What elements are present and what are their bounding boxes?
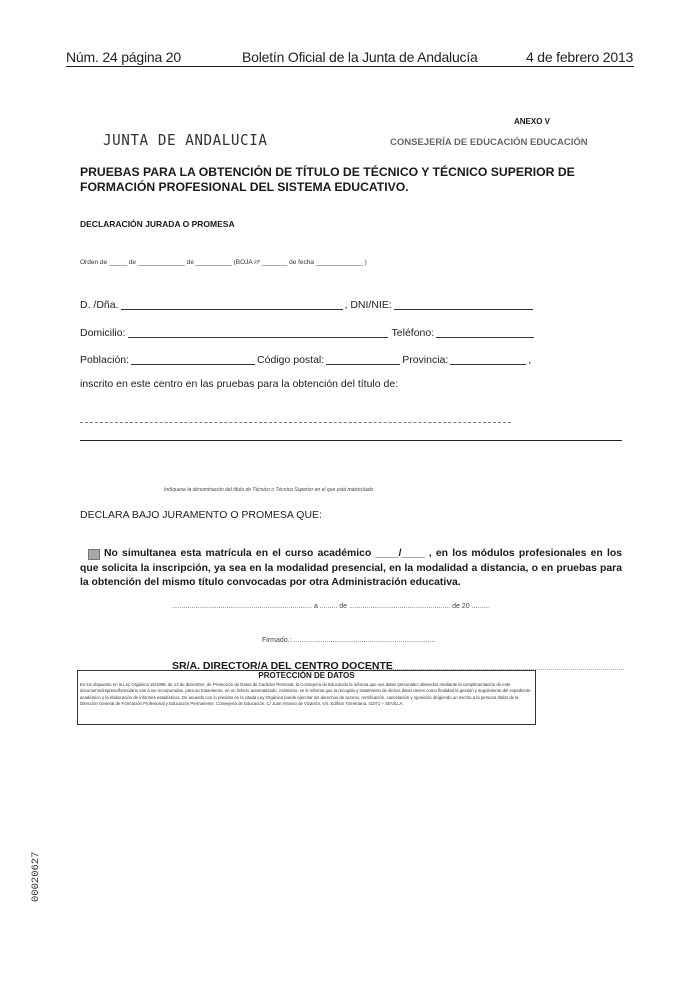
province-suffix: , xyxy=(528,354,532,366)
province-label: Provincia: xyxy=(402,354,449,366)
issue-page-number: Núm. 24 página 20 xyxy=(66,49,181,65)
declaration-heading: DECLARACIÓN JURADA O PROMESA xyxy=(80,219,235,229)
postal-code-field[interactable] xyxy=(326,352,400,365)
signature-line[interactable]: Firmado.: ......................................................................... xyxy=(262,637,436,644)
dni-label: , DNI/NIE: xyxy=(344,299,392,311)
orden-reference-line: Orden de _____ de _____________ de __________ (BOJA nº _______ de fecha _____________ ) xyxy=(80,259,367,266)
address-field[interactable] xyxy=(128,325,388,338)
junta-logo: JUNTA DE ANDALUCIA xyxy=(103,131,268,149)
phone-label: Teléfono: xyxy=(391,327,435,339)
date-place-line[interactable]: ........................................................................ a ......... de .................................................... de 20 ......... xyxy=(172,603,490,610)
address-label: Domicilio: xyxy=(80,327,126,339)
header-rule xyxy=(66,66,634,67)
province-field[interactable] xyxy=(450,352,526,365)
phone-field[interactable] xyxy=(436,325,534,338)
statement-checkbox[interactable] xyxy=(88,549,100,560)
name-field[interactable] xyxy=(121,297,343,310)
name-label: D. /Dña. xyxy=(80,299,119,311)
data-protection-box xyxy=(77,670,536,725)
annex-label: ANEXO V xyxy=(514,117,551,126)
enrolled-text: inscrito en este centro en las pruebas para la obtención del título de: xyxy=(80,378,399,390)
name-row xyxy=(80,297,535,311)
town-field[interactable] xyxy=(131,352,255,365)
statement-text: No simultanea esta matrícula en el curso académico ____/____ , en los módulos profesionales en los que solicita la inscripción, ya sea en la modalidad presencial, en la modalidad a distancia, o en pruebas para la obtención del mismo título convocadas por otra Administración educativa. xyxy=(80,548,622,589)
location-row xyxy=(80,352,531,366)
address-row xyxy=(80,325,536,339)
title-field-line[interactable] xyxy=(80,440,622,441)
town-label: Población: xyxy=(80,354,130,366)
postal-code-label: Código postal: xyxy=(257,354,325,366)
addressee: SR/A. DIRECTOR/A DEL CENTRO DOCENTE xyxy=(172,660,393,672)
publication-name: Boletín Oficial de la Junta de Andalucía xyxy=(242,49,478,65)
title-field-dashed[interactable] xyxy=(80,422,511,423)
form-title: PRUEBAS PARA LA OBTENCIÓN DE TÍTULO DE TÉCNICO Y TÉCNICO SUPERIOR DE FORMACIÓN PROFESIONAL DEL SISTEMA EDUCATIVO. xyxy=(80,165,575,194)
data-protection-text: En los dispuesto en la Ley Orgánica 15/1999, de 13 de diciembre, de Protección de Datos de Carácter Personal, la Consejería de Educación le informa que sus datos personales obtenidos mediante la cumplimentación de este documento/impreso/formulario van a ser incorporadas, para su tratamiento, en un fichero automatizado. Asimismo, se le informa que la recogida y tratamiento de dichos datos tienen como finalidad la gestión y seguimiento del expediente académico y la elaboración de informes estadísticos. De acuerdo con lo previsto en la citada Ley Orgánica puede ejercitar los derechos de acceso, rectificación, cancelación y oposición dirigiendo un escrito a la persona titular de la Dirección General de Formación Profesional y Educación Permanente. Consejería de Educación, C/ Juan Antonio de Vizarrón, s/n. Edificio Torretriana. 41071 – SEVILLA. xyxy=(80,682,531,706)
department-name: CONSEJERÍA DE EDUCACIÓN EDUCACIÓN xyxy=(390,137,588,148)
document-code: 00020627 xyxy=(30,851,42,902)
data-protection-title: PROTECCIÓN DE DATOS xyxy=(258,671,355,680)
publication-date: 4 de febrero 2013 xyxy=(526,49,634,65)
declara-heading: DECLARA BAJO JURAMENTO O PROMESA QUE: xyxy=(80,509,322,521)
title-hint: Indíquese la denominación del título de Técnico o Técnico Superior en el que está matriculado xyxy=(164,487,374,493)
dni-field[interactable] xyxy=(394,297,533,310)
